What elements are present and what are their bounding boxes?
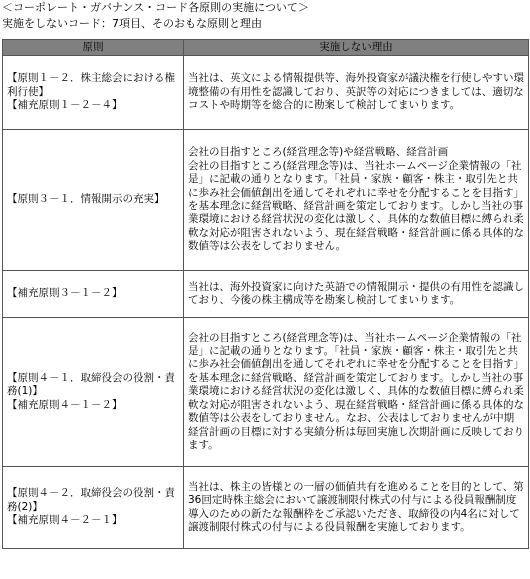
principle-cell	[3, 130, 184, 271]
column-header-principle: 原則	[3, 40, 184, 56]
principle-label: 【原則１－２．株主総会における権利行使】	[7, 72, 175, 98]
table-row	[3, 318, 529, 467]
reason-cell: 会社の目指すところ(経営理念等)は、当社ホームページ企業情報の「社是」に記載の通りとなります。「社員・家族・顧客・株主・取引先と共に歩み社会価値創出を通してそれぞれに幸せを分配することを目指す」を基本理念に経営戦略、経営計画を策定しております。しかし当社の事業環境における経営状況の変化は激しく、具体的な数値目標に縛られ柔軟な対応が阻害されないよう、現在経営戦略・経営計画に係る具体的な数値等は公表をしておりません。なお、公表はしておりませんが中期経営計画の目標に対する実績分析は毎回実施し次期計画に反映しております。	[184, 318, 529, 467]
principle-cell	[3, 318, 184, 467]
principle-cell	[3, 56, 184, 130]
reason-cell: 会社の目指すところ(経営理念等)や経営戦略、経営計画 会社の目指すところ(経営理念等)は、当社ホームページ企業情報の「社是」に記載の通りとなります。「社員・家族・顧客・株主・取引先と共に歩み社会価値創出を通してそれぞれに幸せを分配することを目指す」を基本理念に経営戦略、経営計画を策定しております。しかし当社の事業環境における経営状況の変化は激しく、具体的な数値目標に縛られ柔軟な対応が阻害されないよう、現在経営戦略・経営計画に係る具体的な数値等は公表をしておりません。	[184, 130, 529, 271]
reason-cell: 当社は、英文による情報提供等、海外投資家が議決権を行使しやすい環境整備の有用性を認識しており、英訳等の対応につきましては、適切なコストや時期等を総合的に勘案して検討してまいります。	[184, 56, 529, 130]
principle-label: 【原則３－１．情報開示の充実】	[7, 193, 165, 206]
reason-cell: 当社は、海外投資家に向けた英語での情報開示・提供の有用性を認識しており、今後の株主構成等を勘案し検討してまいります。	[184, 271, 529, 318]
table-header-row	[3, 40, 529, 56]
page-heading: ＜コーポレート・ガバナンス・コード各原則の実施について＞	[2, 1, 309, 14]
column-header-reason: 実施しない理由	[184, 40, 529, 56]
table-row	[3, 130, 529, 271]
principle-label: 【補充原則３－１－２】	[7, 287, 123, 300]
table-row	[3, 467, 529, 549]
table-row	[3, 271, 529, 318]
table-row	[3, 56, 529, 130]
reason-cell: 当社は、株主の皆様との一層の価値共有を進めることを目的として、第36回定時株主総会において譲渡制限付株式の付与による役員報酬制度導入のための新たな報酬枠をご承認いただき、取締役の内4名に対して譲渡制限付株式の付与による役員報酬を実施しております。	[184, 467, 529, 549]
page-subheading: 実施をしないコード：7項目、そのおもな原則と理由	[2, 17, 262, 30]
principle-cell	[3, 271, 184, 318]
governance-table	[2, 39, 529, 549]
principle-label: 【補充原則１－２－４】	[7, 99, 123, 112]
principle-label: 【補充原則４－２－１】	[7, 514, 123, 527]
principle-label: 【補充原則４－１－２】	[7, 398, 123, 411]
principle-label: 【原則４－２．取締役会の役割・責務(2)】	[7, 487, 175, 513]
principle-label: 【原則４－１．取締役会の役割・責務(1)】	[7, 371, 175, 398]
principle-cell	[3, 467, 184, 549]
